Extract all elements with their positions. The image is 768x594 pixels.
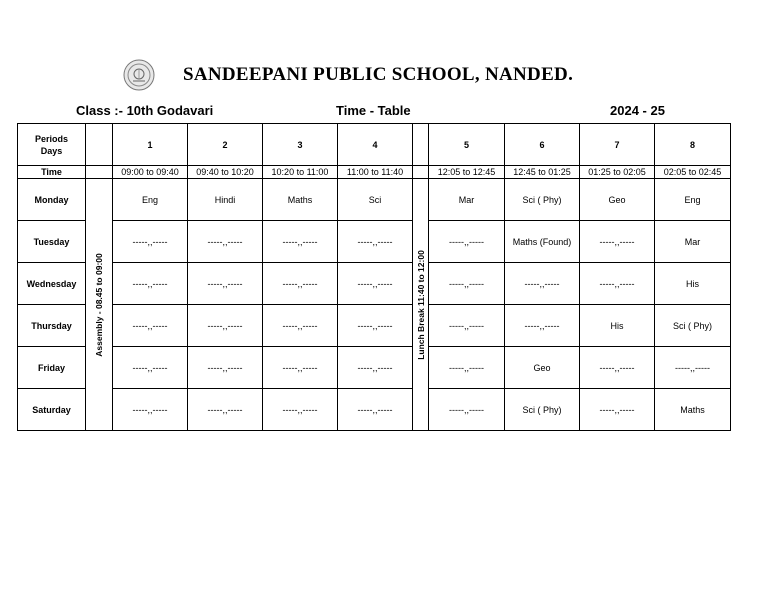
period-4: 4 <box>338 124 413 166</box>
time-cell: 10:20 to 11:00 <box>263 166 338 179</box>
subject-cell: Mar <box>429 179 505 221</box>
day-row-saturday <box>18 389 731 431</box>
subject-cell: Maths (Found) <box>505 221 580 263</box>
subject-cell: Hindi <box>188 179 263 221</box>
day-row-thursday <box>18 305 731 347</box>
subject-cell: -----,,----- <box>263 263 338 305</box>
subject-cell: -----,,----- <box>188 305 263 347</box>
time-cell: 01:25 to 02:05 <box>580 166 655 179</box>
subject-cell: -----,,----- <box>188 263 263 305</box>
subject-cell: -----,,----- <box>113 389 188 431</box>
subject-cell: -----,,----- <box>263 221 338 263</box>
time-cell: 12:45 to 01:25 <box>505 166 580 179</box>
time-row <box>18 166 731 179</box>
subject-cell: Sci <box>338 179 413 221</box>
period-2: 2 <box>188 124 263 166</box>
period-7: 7 <box>580 124 655 166</box>
day-row-tuesday <box>18 221 731 263</box>
subject-cell: Eng <box>655 179 731 221</box>
subject-cell: -----,,----- <box>580 389 655 431</box>
period-6: 6 <box>505 124 580 166</box>
subject-cell: Mar <box>655 221 731 263</box>
day-label: Thursday <box>18 305 86 347</box>
subject-cell: -----,,----- <box>188 389 263 431</box>
assembly-header-cell <box>86 124 113 166</box>
day-label: Wednesday <box>18 263 86 305</box>
time-cell: 11:00 to 11:40 <box>338 166 413 179</box>
corner-days-label: Days <box>40 145 63 156</box>
subject-cell: -----,,----- <box>429 347 505 389</box>
year-label: 2024 - 25 <box>610 103 665 118</box>
school-title: SANDEEPANI PUBLIC SCHOOL, NANDED. <box>183 64 574 85</box>
day-row-wednesday <box>18 263 731 305</box>
subject-cell: -----,,----- <box>429 221 505 263</box>
day-label: Friday <box>18 347 86 389</box>
subject-cell: His <box>580 305 655 347</box>
subject-cell: -----,,----- <box>263 305 338 347</box>
lunch-header-cell <box>413 124 429 166</box>
subject-cell: Eng <box>113 179 188 221</box>
period-1: 1 <box>113 124 188 166</box>
subject-cell: -----,,----- <box>429 389 505 431</box>
subject-cell: Geo <box>580 179 655 221</box>
subject-cell: -----,,----- <box>338 389 413 431</box>
subject-cell: Sci ( Phy) <box>505 389 580 431</box>
time-cell: 02:05 to 02:45 <box>655 166 731 179</box>
lunch-column <box>413 179 429 431</box>
subject-cell: -----,,----- <box>429 305 505 347</box>
subject-cell: -----,,----- <box>338 305 413 347</box>
period-header-row <box>18 124 731 166</box>
time-cell: 09:00 to 09:40 <box>113 166 188 179</box>
corner-periods-label: Periods <box>34 133 68 144</box>
subject-cell: -----,,----- <box>580 347 655 389</box>
lunch-time-cell <box>413 166 429 179</box>
lunch-break-label: Lunch Break 11:40 to 12:00 <box>415 249 426 360</box>
time-label: Time <box>18 166 86 179</box>
period-3: 3 <box>263 124 338 166</box>
assembly-column <box>86 179 113 431</box>
subject-cell: -----,,----- <box>188 347 263 389</box>
subject-cell: -----,,----- <box>338 263 413 305</box>
subject-cell: -----,,----- <box>113 305 188 347</box>
subject-cell: -----,,----- <box>429 263 505 305</box>
subject-cell: Geo <box>505 347 580 389</box>
subject-cell: Maths <box>655 389 731 431</box>
day-row-friday <box>18 347 731 389</box>
subject-cell: -----,,----- <box>113 347 188 389</box>
period-5: 5 <box>429 124 505 166</box>
subject-cell: His <box>655 263 731 305</box>
class-label: Class :- 10th Godavari <box>76 103 214 118</box>
subject-cell: -----,,----- <box>338 347 413 389</box>
subject-cell: Sci ( Phy) <box>655 305 731 347</box>
subject-cell: -----,,----- <box>113 263 188 305</box>
subject-cell: Maths <box>263 179 338 221</box>
subject-cell: Sci ( Phy) <box>505 179 580 221</box>
timetable-grid <box>17 123 731 431</box>
subject-cell: -----,,----- <box>263 347 338 389</box>
subject-cell: -----,,----- <box>505 263 580 305</box>
assembly-time-cell <box>86 166 113 179</box>
time-cell: 09:40 to 10:20 <box>188 166 263 179</box>
assembly-label: Assembly - 08.45 to 09:00 <box>94 252 104 357</box>
period-8: 8 <box>655 124 731 166</box>
timetable-label: Time - Table <box>336 103 411 118</box>
subject-cell: -----,,----- <box>188 221 263 263</box>
day-row-monday <box>18 179 731 221</box>
subject-cell: -----,,----- <box>580 221 655 263</box>
day-label: Monday <box>18 179 86 221</box>
day-label: Saturday <box>18 389 86 431</box>
subject-cell: -----,,----- <box>263 389 338 431</box>
subject-cell: -----,,----- <box>655 347 731 389</box>
day-label: Tuesday <box>18 221 86 263</box>
corner-cell <box>18 124 86 166</box>
school-crest-icon <box>123 59 155 91</box>
subject-cell: -----,,----- <box>505 305 580 347</box>
subject-cell: -----,,----- <box>338 221 413 263</box>
time-cell: 12:05 to 12:45 <box>429 166 505 179</box>
subject-cell: -----,,----- <box>113 221 188 263</box>
subject-cell: -----,,----- <box>580 263 655 305</box>
